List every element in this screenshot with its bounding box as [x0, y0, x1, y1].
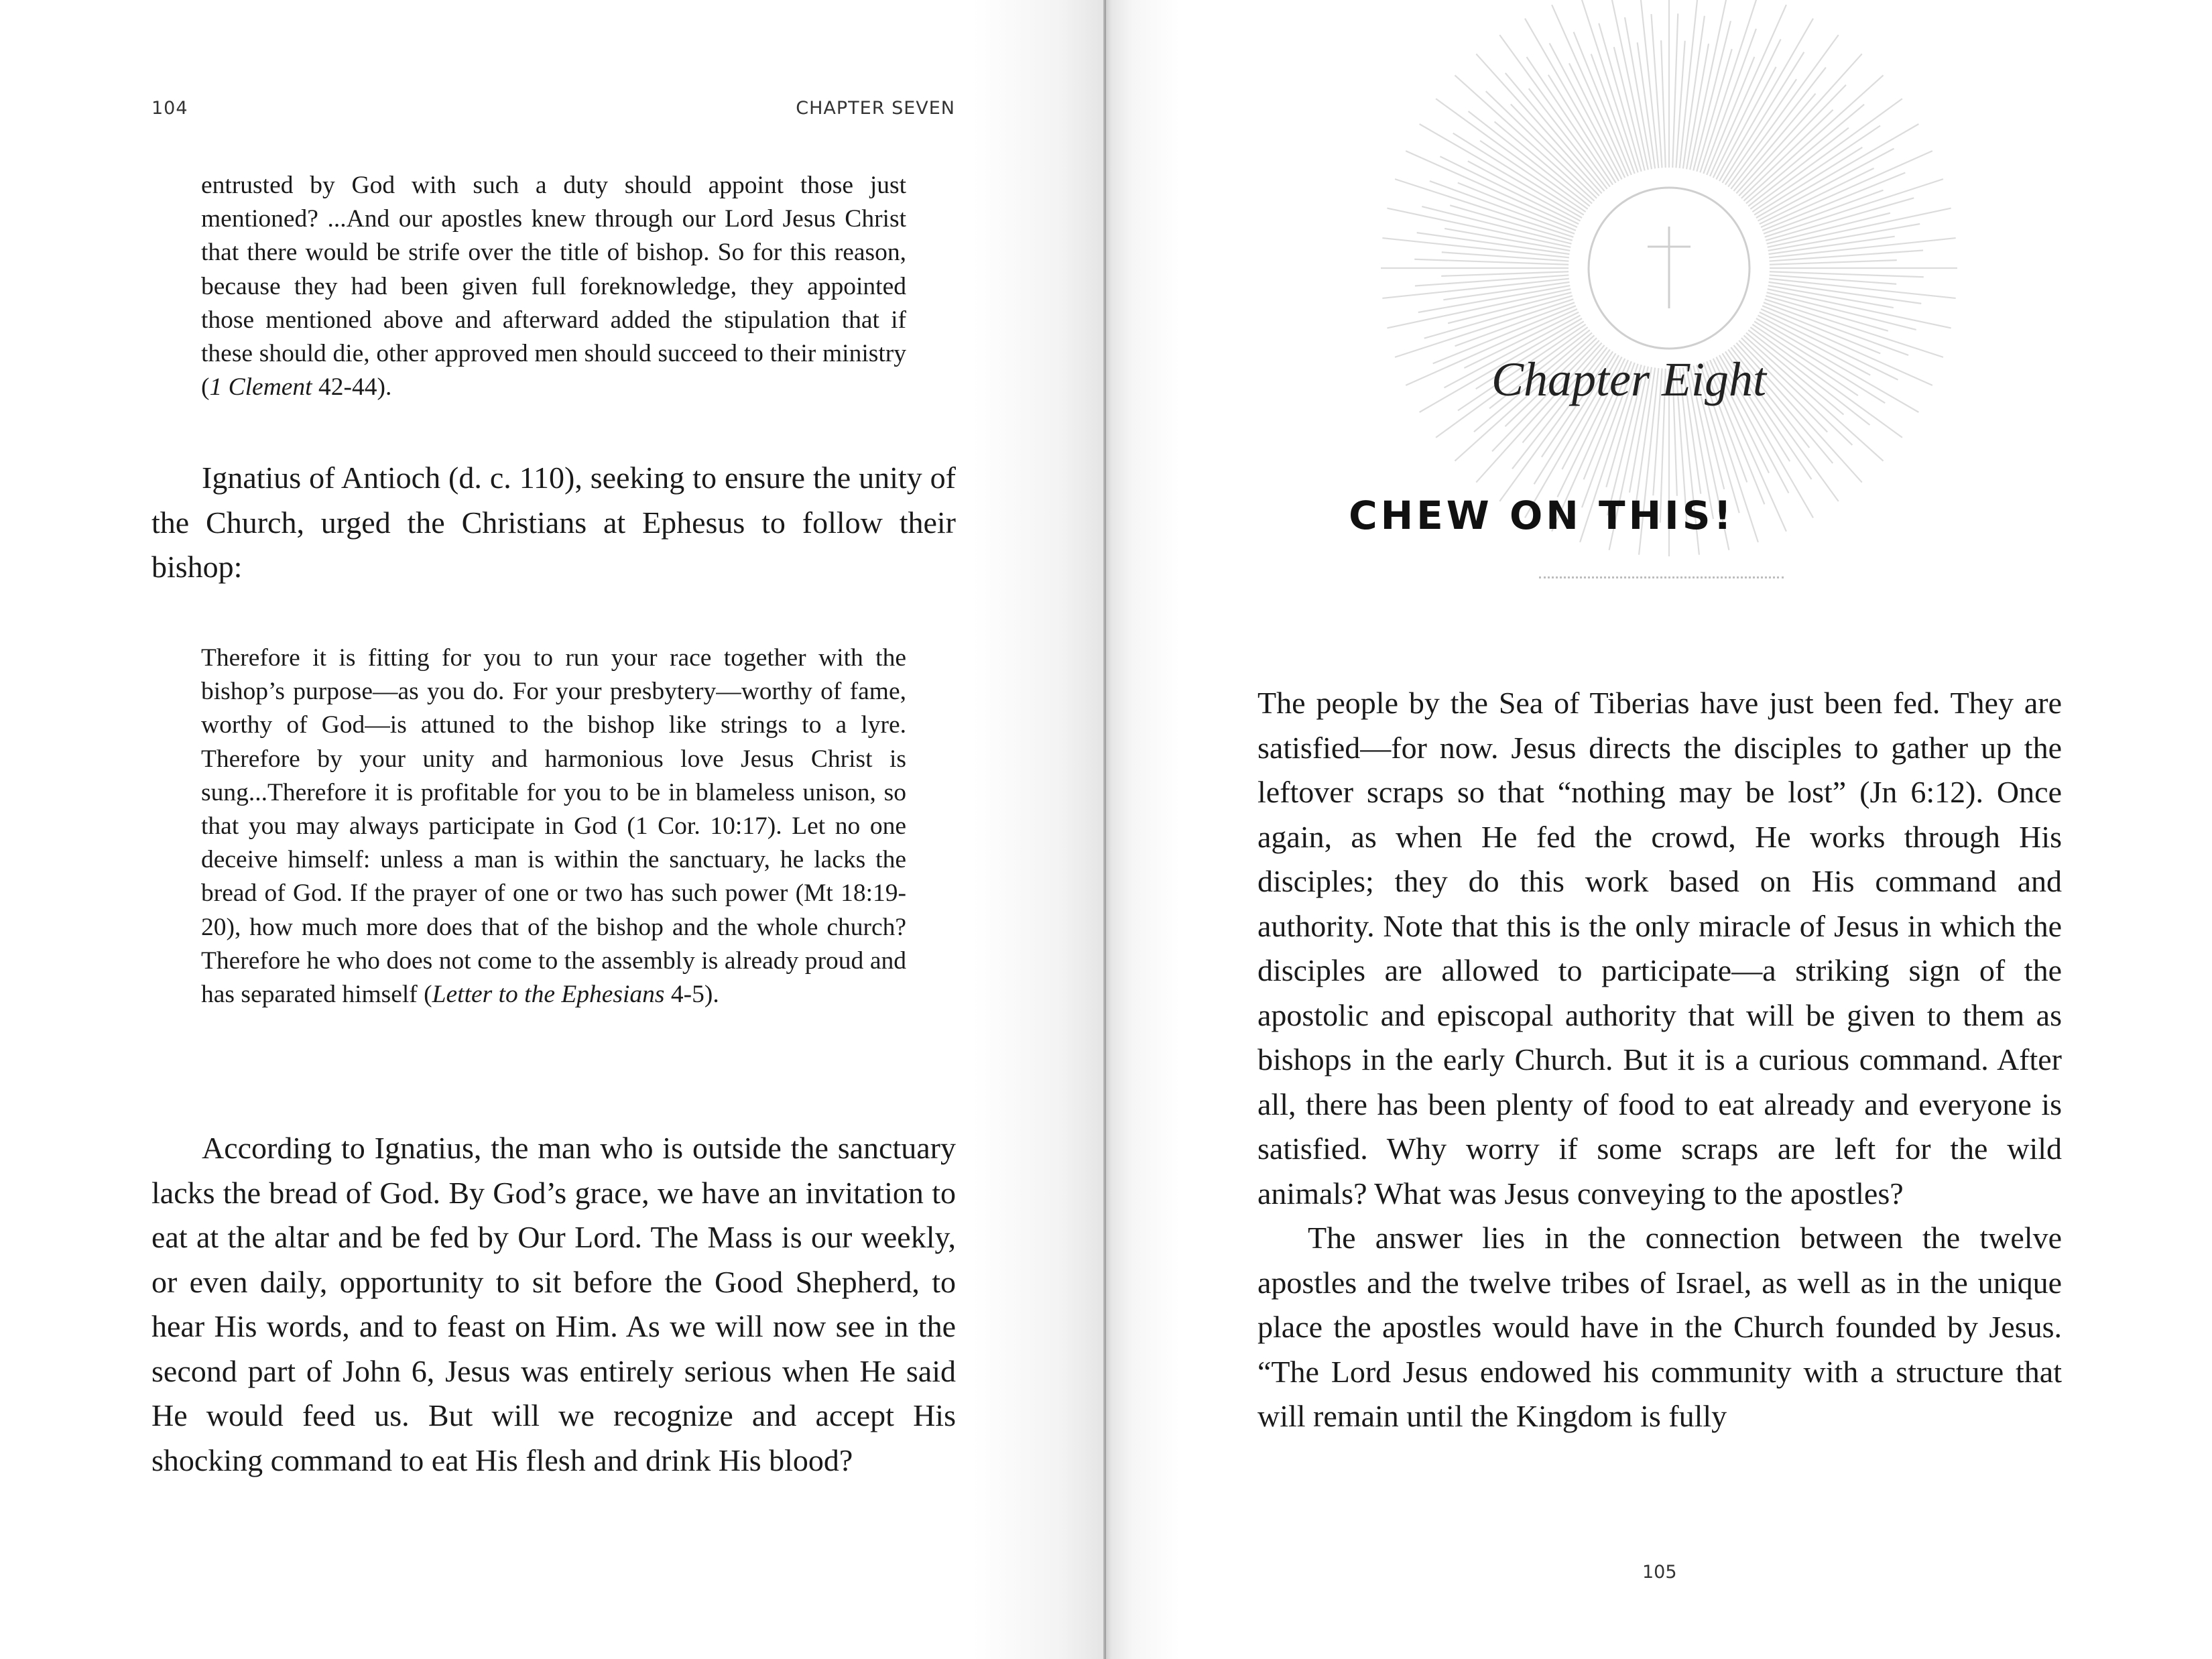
body-paragraph — [151, 456, 956, 590]
page-number-right: 105 — [1642, 1562, 1677, 1583]
sunburst-ray — [1458, 183, 1576, 231]
paragraph-text: The people by the Sea of Tiberias have just been fed. They are satisfied—for now. Jesus directs the disciples to gather up the leftover scraps so that “nothing may be lost” (Jn 6:12). Once again, as when He fed the crowd, He works through His disciples; they do this work based on His command and authority. Note that this is the only miracle of Jesus in which the disciples are allowed to participate—a striking sign of the apostolic and episcopal authority that will be given to them as bishops in the early Church. But it is a curious command. After all, there has been plenty of food to eat already and everyone is satisfied. Why worry if some scraps are left for the wild animals? What was Jesus conveying to the apostles? — [1257, 686, 2062, 1211]
sunburst-ray — [1676, 41, 1684, 168]
block-quote-ignatius — [201, 641, 906, 1011]
sunburst-ray — [1707, 57, 1754, 175]
sunburst-ray — [1770, 275, 1897, 284]
sunburst-ray — [1770, 260, 1897, 265]
sunburst-ray — [1741, 110, 1833, 198]
quote-citation: 1 Clement — [209, 373, 312, 402]
sunburst-ray — [1713, 39, 1781, 178]
sunburst-cross-ornament — [1374, 0, 1964, 563]
quote-citation-tail: 42-44). — [312, 373, 392, 402]
sunburst-ray — [1442, 252, 1569, 261]
chapter-body — [1257, 681, 2062, 1439]
paragraph-text: According to Ignatius, the man who is outside the sanctuary lacks the bread of God. By God’s grace, we have an invitation to eat at the altar and be fed by Our Lord. The Mass is our weekly, or even daily, opportunity to sit before the Good Shepherd, to hear His words, and to feast on Him. As we will now see in the second part of John 6, Jesus was entirely serious when He said He would feed us. But will we recognize and accept His shocking command to eat His flesh and drink His blood? — [151, 1131, 956, 1477]
sunburst-ray — [1440, 156, 1579, 224]
quote-text: Therefore it is fitting for you to run your race together with the bishop’s purpose—as you do. For your presbytery—worthy of fame, worthy of God—is attuned to the bishop like strings to a lyre. Therefore by your unity and harmonious love Jesus Christ is sung...Therefore it is profitable for you to be in blameless unison, so that you may always participate in God (1 Cor. 10:17). Let no one deceive himself: unless a man is within the sanctuary, he lacks the bread of God. If the prayer of one or two has such power (Mt 18:19-20), how much more does that of the bishop and the whole church? Therefore he who does not come to the assembly is already proud and has separated himself ( — [201, 644, 906, 1009]
sunburst-ray — [1495, 121, 1593, 203]
sunburst-ray — [1733, 94, 1815, 192]
paragraph-text: Ignatius of Antioch (d. c. 110), seeking to ensure the unity of the Church, urged the Christians at Ephesus to follow their bishop: — [151, 460, 956, 584]
sunburst-ray — [1511, 104, 1599, 196]
sunburst-ray — [1441, 271, 1569, 276]
sunburst-ray — [1731, 68, 1826, 189]
sunburst-ray — [1420, 124, 1582, 218]
sunburst-ray — [1719, 19, 1813, 181]
page-number-left: 104 — [151, 98, 188, 119]
body-paragraph — [151, 1126, 956, 1483]
sunburst-ray — [1661, 40, 1666, 168]
paragraph-text: The answer lies in the connection between the twelve apostles and the twelve tribes of Israel, as well as in the unique place the apostles would have in the Church founded by Jesus. “The Lord Jesus endowed his community with a structure that will remain until the Kingdom is fully — [1257, 1221, 2062, 1433]
sunburst-ray — [1469, 111, 1590, 206]
quote-text: entrusted by God with such a duty should appoint those just mentioned? ...And our apostles knew through our Lord Jesus Christ that there would be strife over the title of bishop. So for this reason, because they had been given full foreknowledge, they appointed those mentioned above and afterward added the stipulation that if these should die, other approved men should succeed to their ministry ( — [201, 172, 906, 402]
sunburst-ray — [1762, 306, 1880, 353]
chapter-number: Chapter Eight — [1491, 353, 1766, 406]
right-page — [1106, 0, 2212, 1659]
dotted-rule — [1539, 576, 1784, 578]
running-head: CHAPTER SEVEN — [796, 98, 955, 119]
chapter-title: CHEW ON THIS! — [1349, 493, 1735, 538]
quote-citation: Letter to the Ephesians — [432, 981, 665, 1009]
block-quote-clement — [201, 169, 906, 404]
quote-citation-tail: 4-5). — [664, 981, 719, 1009]
